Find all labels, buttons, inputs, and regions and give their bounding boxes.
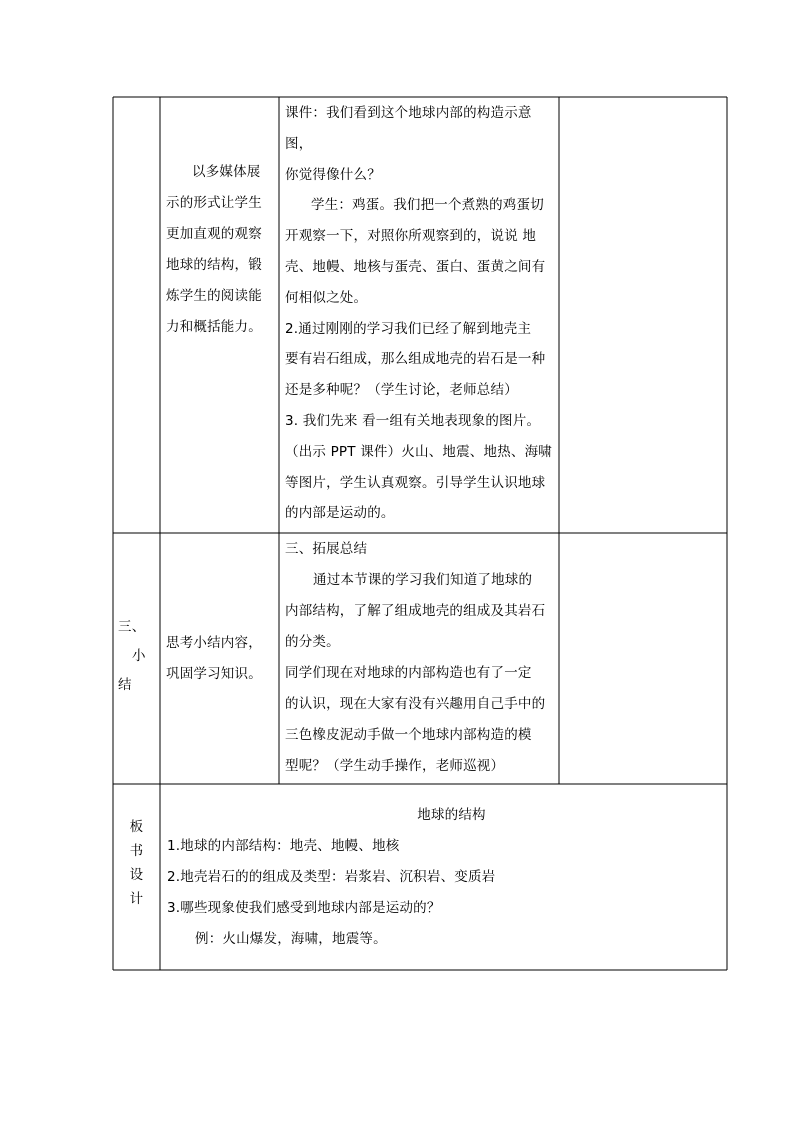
row1-process-line: （出示 PPT 课件）火山、地震、地热、海啸	[285, 443, 553, 460]
board-line: 1.地球的内部结构：地壳、地幔、地核	[167, 838, 400, 854]
row1-process-cell	[285, 98, 557, 529]
row1-activity-line: 以多媒体展	[192, 164, 261, 180]
board-label-char: 板	[129, 819, 144, 835]
row2-process-line: 通过本节课的学习我们知道了地球的	[313, 572, 533, 588]
row2-process-line: 型呢？（学生动手操作，老师巡视）	[285, 758, 505, 774]
row1-process-line: 还是多种呢？（学生讨论，老师总结）	[285, 382, 518, 399]
row1-process-line: 开观察一下，对照你所观察到的，说说 地	[285, 228, 537, 245]
row2-section-label	[118, 613, 158, 700]
board-label-char: 书	[129, 843, 144, 859]
row1-process-line: 等图片，学生认真观察。引导学生认识地球	[285, 474, 546, 491]
row1-process-line: 3. 我们先来 看一组有关地表现象的图片。	[285, 412, 541, 429]
row1-activity-cell	[166, 157, 276, 343]
row1-process-line: 学生：鸡蛋。我们把一个煮熟的鸡蛋切	[311, 197, 544, 214]
row2-activity-line: 思考小结内容，	[166, 635, 262, 651]
row2-process-line: 内部结构，了解了组成地壳的组成及其岩石	[285, 603, 546, 619]
board-label-char: 设	[129, 867, 144, 883]
row1-process-line: 你觉得像什么？	[285, 166, 381, 183]
board-line: 例：火山爆发，海啸，地震等。	[195, 931, 387, 947]
row1-activity-line: 更加直观的观察	[166, 226, 262, 242]
row2-process-line: 的分类。	[285, 634, 340, 650]
board-label-char: 计	[129, 891, 144, 907]
row1-activity-line: 炼学生的阅读能	[166, 288, 262, 304]
row2-process-line: 的认识，现在大家有没有兴趣用自己手中的	[285, 696, 546, 712]
row2-process-cell	[285, 534, 557, 782]
row1-process-line: 的内部是运动的。	[285, 505, 395, 522]
board-design-label	[113, 815, 160, 911]
row1-process-line: 壳、地幔、地核与蛋壳、蛋白、蛋黄之间有	[285, 258, 546, 275]
row2-process-line: 同学们现在对地球的内部构造也有了一定	[285, 665, 532, 681]
row1-process-line: 课件：我们看到这个地球内部的构造示意图，	[285, 105, 532, 152]
row1-activity-line: 力和概括能力。	[166, 319, 262, 335]
section-label-char: 结	[118, 677, 132, 693]
row1-process-line: 要有岩石组成，那么组成地壳的岩石是一种	[285, 351, 546, 368]
row2-activity-line: 巩固学习知识。	[166, 666, 262, 682]
board-title-text: 地球的结构	[417, 807, 486, 823]
board-title	[160, 800, 727, 830]
row1-process-line: 2.通过刚刚的学习我们已经了解到地壳主	[285, 320, 532, 337]
row2-heading: 三、拓展总结	[285, 541, 368, 557]
section-label-char: 小	[132, 648, 146, 664]
section-label-number: 三、	[118, 619, 146, 635]
row1-activity-line: 地球的结构，锻	[166, 257, 262, 273]
board-line: 3.哪些现象使我们感受到地球内部是运动的？	[167, 900, 441, 916]
board-content	[167, 831, 722, 955]
row2-process-line: 三色橡皮泥动手做一个地球内部构造的模	[285, 727, 532, 743]
board-line: 2.地壳岩石的的组成及类型：岩浆岩、沉积岩、变质岩	[167, 869, 496, 885]
row1-process-line: 何相似之处。	[285, 289, 368, 306]
row1-activity-line: 示的形式让学生	[166, 195, 262, 211]
row2-activity-cell	[166, 628, 276, 690]
